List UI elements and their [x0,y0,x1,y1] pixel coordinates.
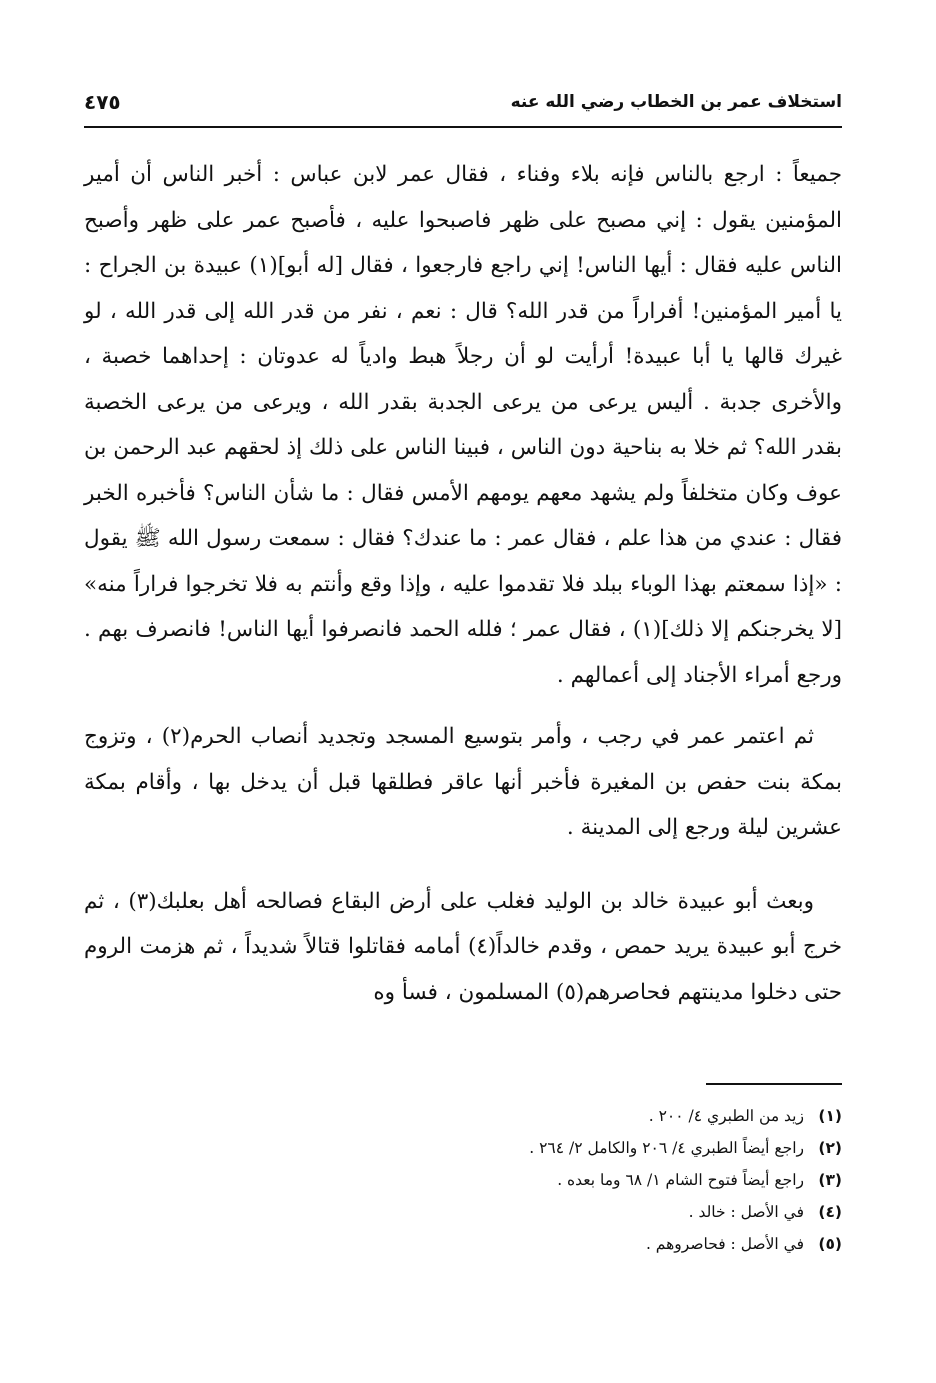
footnote-number: (٢) [818,1139,842,1157]
footnote-text: زيد من الطبري ٤/ ٢٠٠ . [648,1107,804,1125]
footnote-text: في الأصل : فحاصروهم . [645,1235,804,1253]
footnote-5 [84,1228,842,1260]
footnote-text: راجع أيضاً الطبري ٤/ ٢٠٦ والكامل ٢/ ٢٦٤ . [529,1139,804,1157]
paragraph-3: وبعث أبو عبيدة خالد بن الوليد فغلب على أرض البقاع فصالحه أهل بعلبك(٣) ، ثم خرج أبو عبيدة يريد حمص ، وقدم خالداً(٤) أمامه فقاتلوا قتالاً شديداً ، ثم هزمت الروم حتى دخلوا مدينتهم فحاصرهم(٥) المسلمون ، فسأ وه [84,888,842,1005]
footnotes-list [84,1100,842,1260]
paragraph-1: جميعاً : ارجع بالناس فإنه بلاء وفناء ، فقال عمر لابن عباس : أخبر الناس أن أمير المؤمنين يقول : إني مصبح على ظهر فاصبحوا عليه ، فأصبح عمر على ظهر وأصبح الناس عليه فقال : أيها الناس! إني راجع فارجعوا ، فقال [له أبو](١) عبيدة بن الجراح : يا أمير المؤمنين! أفراراً من قدر الله؟ قال : نعم ، نفر من قدر الله إلى قدر الله ، لو غيرك قالها يا أبا عبيدة! أرأيت لو أن رجلاً هبط وادياً له عدوتان : إحداهما خصبة ، والأخرى جدبة . أليس يرعى من يرعى الجدبة بقدر الله ، ويرعى من يرعى الخصبة بقدر الله؟ ثم خلا به بناحية دون الناس ، فبينا الناس على ذلك إذ لحقهم عبد الرحمن بن عوف وكان متخلفاً ولم يشهد معهم يومهم الأمس فقال : ما شأن الناس؟ فأخبره الخبر فقال : عندي من هذا علم ، فقال عمر : ما عندك؟ فقال : سمعت رسول الله ﷺ يقول : «إذا سمعتم بهذا الوباء ببلد فلا تقدموا عليه ، وإذا وقع وأنتم به فلا تخرجوا فراراً منه» [لا يخرجنكم إلا ذلك](١) ، فقال عمر ؛ فلله الحمد فانصرفوا أيها الناس! فانصرف بهم . ورجع أمراء الأجناد إلى أعمالهم . [84,162,842,688]
running-head [84,86,842,128]
footnote-divider [706,1083,842,1085]
footnote-4 [84,1196,842,1228]
paragraph-2: ثم اعتمر عمر في رجب ، وأمر بتوسيع المسجد وتجديد أنصاب الحرم(٢) ، وتزوج بمكة بنت حفص بن المغيرة فأخبر أنها عاقر فطلقها قبل أن يدخل بها ، وأقام بمكة عشرين ليلة ورجع إلى المدينة . [84,724,842,840]
footnote-number: (٣) [818,1171,842,1189]
footnote-text: راجع أيضاً فتوح الشام ١/ ٦٨ وما بعده . [557,1171,804,1189]
footnote-1 [84,1100,842,1132]
footnote-2 [84,1132,842,1164]
page-number: ٤٧٥ [84,90,121,114]
footnote-number: (٥) [818,1235,842,1253]
footnote-text: في الأصل : خالد . [688,1203,804,1221]
running-title: استخلاف عمر بن الخطاب رضي الله عنه [510,92,842,112]
footnote-number: (١) [818,1107,842,1125]
footnote-3 [84,1164,842,1196]
main-text [84,152,842,1015]
footnote-number: (٤) [818,1203,842,1221]
